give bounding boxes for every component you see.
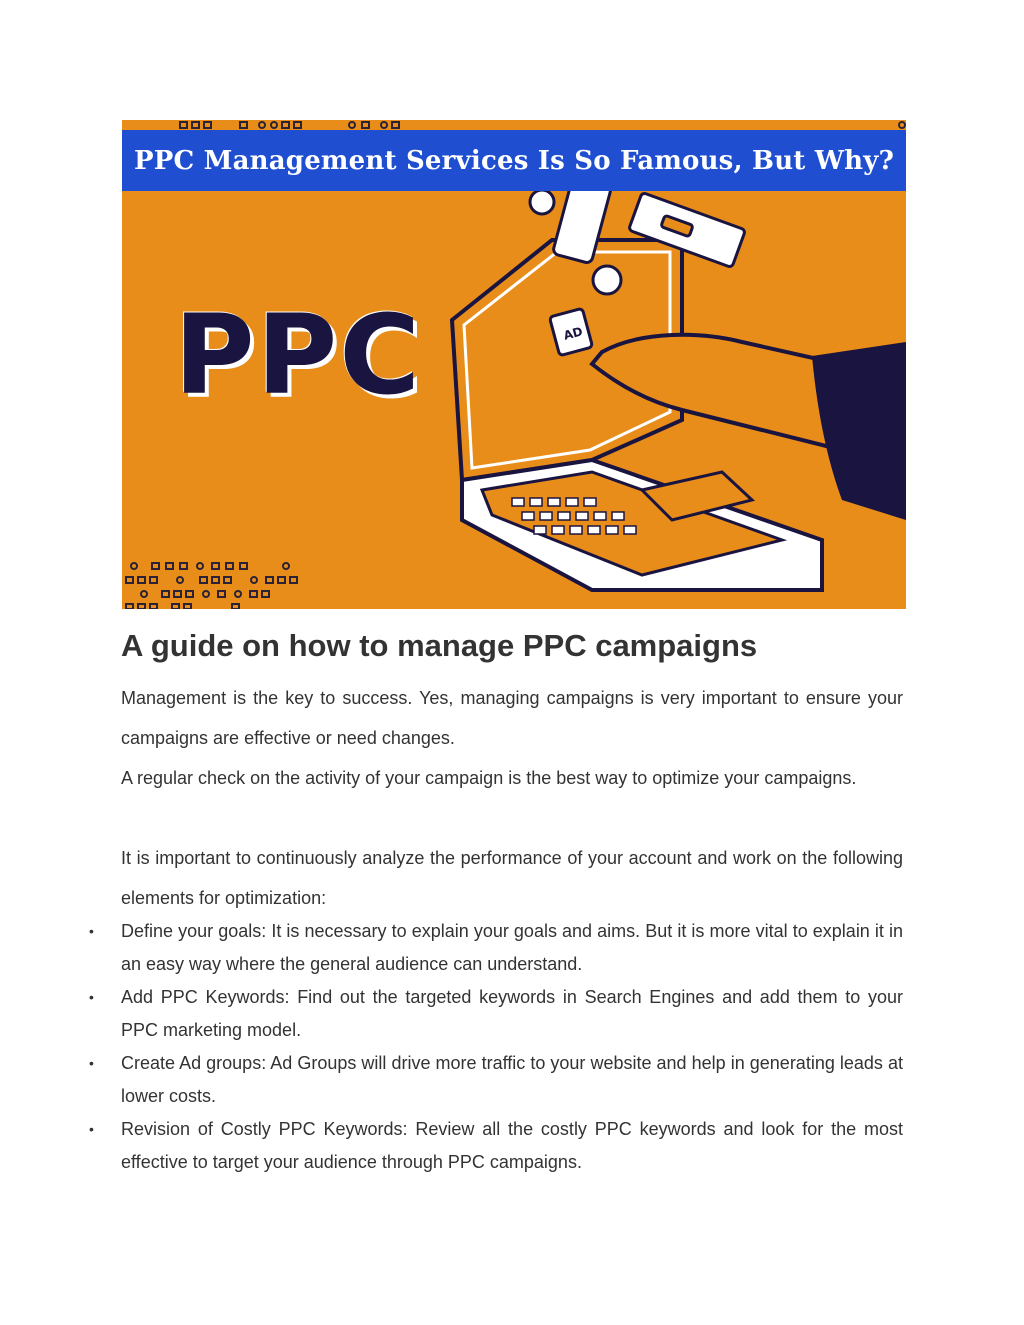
list-item-text: Define your goals: It is necessary to explain your goals and aims. But it is more vital to explain it in an easy way where the general audience can understand. bbox=[121, 921, 903, 974]
list-item bbox=[89, 1047, 903, 1113]
bullet-icon: • bbox=[89, 989, 94, 1005]
list-item-text: Create Ad groups: Ad Groups will drive more traffic to your website and help in generating leads at lower costs. bbox=[121, 1053, 903, 1106]
ad-icon-label: AD bbox=[561, 324, 585, 343]
list-item bbox=[89, 915, 903, 981]
bullet-icon: • bbox=[89, 923, 94, 939]
paragraph-intro: Management is the key to success. Yes, managing campaigns is very important to ensure your campaigns are effective or need changes. bbox=[121, 688, 903, 748]
list-item bbox=[89, 1113, 903, 1179]
banner-title: PPC Management Services Is So Famous, But Why? bbox=[122, 130, 906, 191]
paragraph-regular-check: A regular check on the activity of your campaign is the best way to optimize your campaigns. bbox=[121, 768, 857, 788]
list-item bbox=[89, 981, 903, 1047]
paragraph-analyze: It is important to continuously analyze the performance of your account and work on the following elements for optimization: bbox=[121, 848, 903, 908]
ppc-banner-image bbox=[122, 120, 906, 609]
banner-ppc-text: PPC bbox=[174, 291, 422, 419]
bullet-icon: • bbox=[89, 1055, 94, 1071]
bullet-icon: • bbox=[89, 1121, 94, 1137]
list-item-text: Revision of Costly PPC Keywords: Review all the costly PPC keywords and look for the most effective to target your audience through PPC campaigns. bbox=[121, 1119, 903, 1172]
article-heading: A guide on how to manage PPC campaigns bbox=[121, 628, 758, 663]
optimization-list bbox=[89, 915, 903, 1179]
list-item-text: Add PPC Keywords: Find out the targeted keywords in Search Engines and add them to your PPC marketing model. bbox=[121, 987, 903, 1040]
